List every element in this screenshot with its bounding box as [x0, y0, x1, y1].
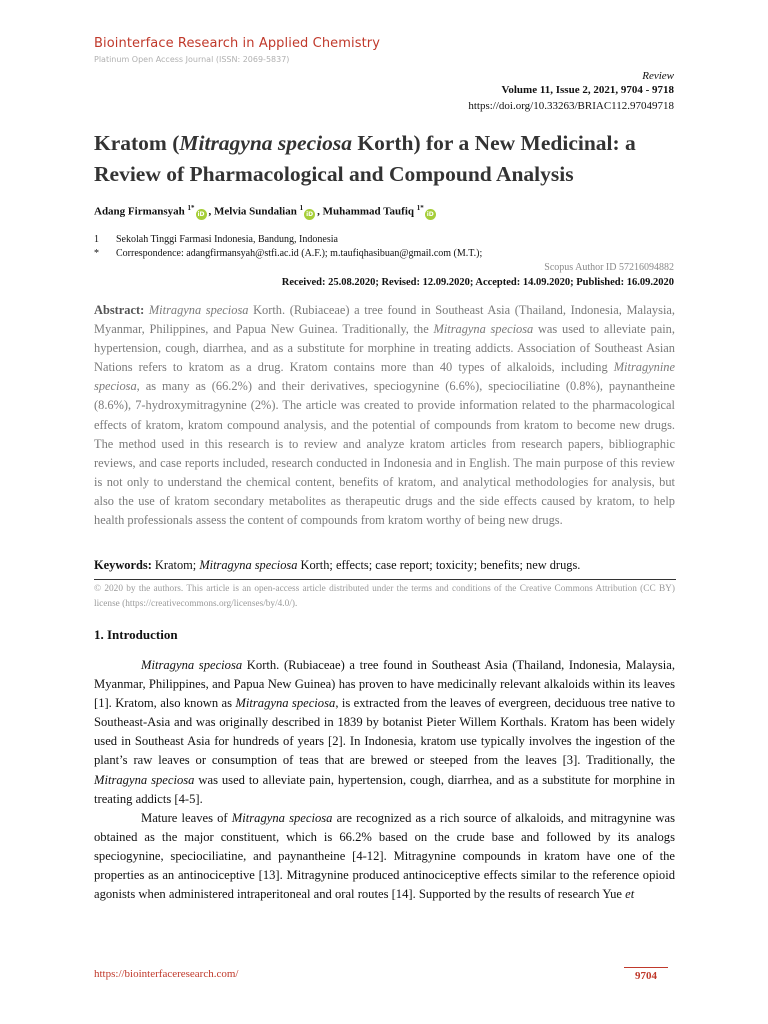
orcid-icon[interactable]: iD	[426, 210, 434, 218]
title-species: Mitragyna speciosa	[179, 131, 352, 155]
footer-divider	[624, 967, 668, 968]
author-sup: 1*	[416, 204, 424, 212]
species-name: Mitragyna speciosa	[235, 696, 336, 711]
body-italic: et	[625, 887, 635, 902]
orcid-icon[interactable]: iD	[197, 210, 205, 218]
keywords	[94, 558, 675, 573]
body-text: are recognized as a rich source of alkaloids, and mitragynine was obtained as the major constituent, which is 66.2% based on the crude base and followed by its analogs speciogynine, speciociliatine, and paynantheine [4-12]. Mitragynine compounds in kratom have one of the properties as an antinociceptive [13]. Mitragynine produced antinociceptive effects similar to the reference opioid agonists when administered intraperitoneal and oral routes [14]. Supported by the results of research Yue	[94, 810, 675, 902]
article-dates: Received: 25.08.2020; Revised: 12.09.2020; Accepted: 14.09.2020; Published: 16.09.2020	[281, 277, 674, 288]
article-type: Review	[642, 70, 674, 82]
abstract-text: was used to alleviate pain, hypertension, cough, diarrhea, and as a substitute for morphine in treating addicts. Association of Southeast Asian Nations refers to kratom as a drug. Kratom contains more than 40 types of alkaloids, including	[94, 322, 675, 375]
scopus-id: Scopus Author ID 57216094882	[544, 262, 674, 273]
body-paragraph	[94, 809, 675, 904]
article-title	[94, 128, 684, 190]
species-name: Mitragyna speciosa	[231, 810, 333, 825]
author-list	[94, 204, 438, 220]
affiliation-text: Sekolah Tinggi Farmasi Indonesia, Bandung, Indonesia	[116, 234, 338, 245]
affiliation-text: Correspondence: adangfirmansyah@stfi.ac.id (A.F.); m.taufiqhasibuan@gmail.com (M.T.);	[116, 248, 483, 259]
author-sup: 1	[299, 204, 304, 212]
affiliation-mark: *	[94, 248, 99, 259]
orcid-icon[interactable]: iD	[306, 210, 314, 218]
abstract-label: Abstract:	[94, 303, 145, 317]
doi-link[interactable]: https://doi.org/10.33263/BRIAC112.97049718	[468, 100, 674, 112]
affiliation-mark: 1	[94, 234, 99, 245]
divider	[94, 579, 676, 580]
journal-issn: Platinum Open Access Journal (ISSN: 2069-5837)	[94, 55, 290, 64]
journal-name[interactable]: Biointerface Research in Applied Chemistry	[94, 36, 381, 51]
footer-url[interactable]: https://biointerfaceresearch.com/	[94, 968, 239, 980]
license-notice: © 2020 by the authors. This article is an open-access article distributed under the terms and conditions of the Creative Commons Attribution (CC BY) license (https://creativecommons.org/licenses/by/4.0/).	[94, 584, 675, 609]
keywords-text: Korth; effects; case report; toxicity; benefits; new drugs.	[297, 558, 581, 572]
introduction-body	[94, 656, 675, 904]
author-name: Adang Firmansyah	[94, 205, 185, 218]
species-name: Mitragyna speciosa	[148, 303, 249, 317]
keywords-label: Keywords:	[94, 558, 152, 572]
body-text: was used to alleviate pain, hypertension, cough, diarrhea, and as a substitute for morphine in treating addicts [4-5].	[94, 772, 675, 806]
species-name: Mitragynine speciosa	[94, 360, 675, 394]
body-text: Korth. (Rubiaceae) a tree found in Southeast Asia (Thailand, Indonesia, Malaysia, Myanmar, Philippines, and Papua New Guinea) has proven to have medicinally relevant alkaloids within its leaves [1]. Kratom, also known as	[94, 658, 675, 711]
author-sup: 1*	[187, 204, 195, 212]
section-heading: 1. Introduction	[94, 627, 178, 642]
abstract-text: , as many as (66.2%) and their derivatives, speciogynine (6.6%), speciociliatine (0.8%), paynantheine (8.6%), 7-hydroxymitragynine (2%). The article was created to provide information related to the pharmacological effects of kratom, kratom compound analysis, and the potential of compounds from kratom to become new drugs. The method used in this research is to review and analyze kratom articles from research papers, bibliographic reviews, and case reports included, research conducted in Indonesia and in English. The main purpose of this review is not only to understand the chemical content, benefits of kratom, and analytical methodologies for analysis, but also the use of kratom secondary metabolites as therapeutic drugs and the side effects caused by kratom, to help health professionals assess the content of compounds from kratom worthy of being new drugs.	[94, 379, 675, 528]
keywords-text: Kratom;	[151, 558, 200, 572]
title-part: Korth) for a New Medicinal: a Review of Pharmacological and Compound Analysis	[94, 131, 636, 186]
correspondence	[94, 248, 482, 259]
title-part: Kratom (	[94, 131, 180, 155]
author-name: , Melvia Sundalian	[208, 205, 297, 218]
abstract-text: Korth. (Rubiaceae) a tree found in Southeast Asia (Thailand, Indonesia, Malaysia, Myanmar, Philippines, and Papua New Guinea. Traditionally, the	[94, 303, 675, 337]
species-name: Mitragyna speciosa	[433, 322, 534, 337]
species-name: Mitragyna speciosa	[94, 772, 195, 787]
body-text: , is extracted from the leaves of evergreen, deciduous tree native to Southeast-Asia and was originally described in 1839 by botanist Pieter Willem Korthals. Kratom has been widely used in Southeast Asia for hundreds of years [2]. In Indonesia, kratom use typically involves the ingestion of the plant’s raw leaves or consumption of teas that are brewed or steeped from the leaves [3]. Traditionally, the	[94, 696, 675, 768]
abstract	[94, 301, 675, 530]
affiliation	[94, 234, 338, 245]
page-number: 9704	[635, 970, 657, 982]
body-paragraph	[94, 656, 675, 809]
author-name: , Muhammad Taufiq	[317, 205, 415, 218]
body-text: Mature leaves of	[141, 810, 232, 825]
species-name: Mitragyna speciosa	[199, 558, 298, 572]
volume-info: Volume 11, Issue 2, 2021, 9704 - 9718	[501, 84, 674, 96]
species-name: Mitragyna speciosa	[141, 658, 243, 672]
